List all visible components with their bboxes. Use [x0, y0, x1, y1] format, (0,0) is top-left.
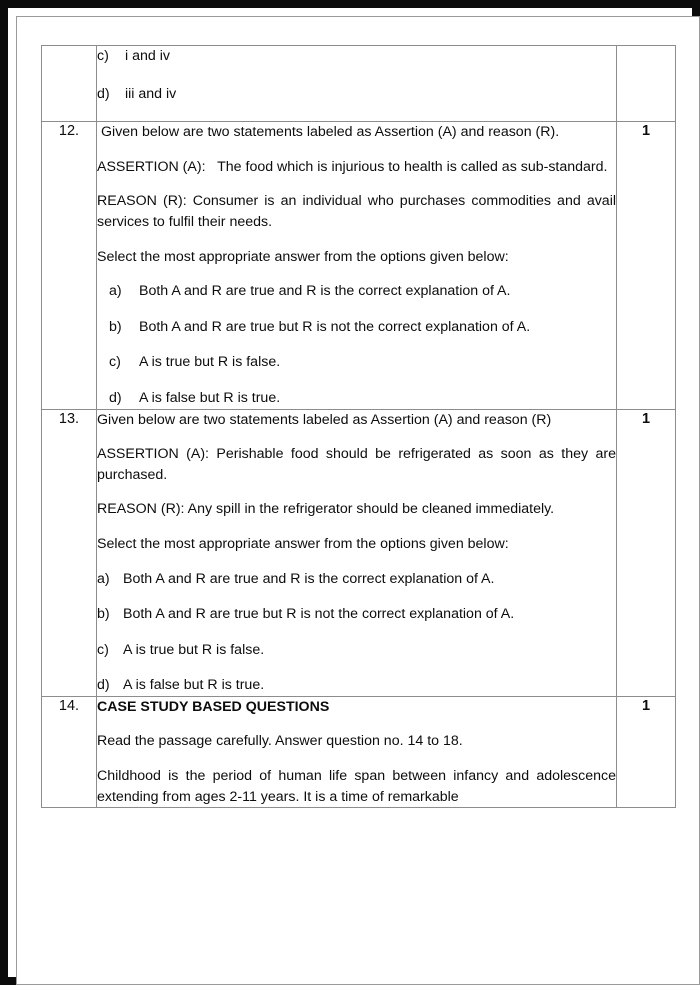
- reason-paragraph: [97, 499, 616, 520]
- option-item: [97, 84, 616, 105]
- option-item: [97, 46, 616, 67]
- option-item: [97, 604, 616, 625]
- option-marker: c): [97, 641, 109, 658]
- option-text: A is false but R is true.: [139, 389, 281, 406]
- option-item: [109, 317, 616, 338]
- reason-text: Any spill in the refrigerator should be cleaned immediately.: [187, 501, 555, 518]
- assertion-text: Perishable food should be refrigerated as soon as they are purchased.: [97, 446, 616, 483]
- question-body-cell: [97, 46, 617, 122]
- question-number-cell: 13.: [42, 409, 97, 696]
- case-study-instruction: Read the passage carefully. Answer question no. 14 to 18.: [97, 733, 463, 750]
- marks-cell: 1: [617, 409, 676, 696]
- reason-label: REASON (R):: [97, 193, 187, 210]
- option-marker: d): [97, 677, 110, 694]
- option-marker: c): [109, 354, 121, 371]
- question-paper-table: [41, 45, 676, 808]
- option-item: [109, 352, 616, 373]
- marks-cell: 1: [617, 696, 676, 807]
- option-item: [97, 640, 616, 661]
- question-intro: Given below are two statements labeled as Assertion (A) and reason (R).: [101, 124, 560, 141]
- assertion-label: ASSERTION (A):: [97, 446, 209, 463]
- option-marker: b): [109, 318, 122, 335]
- option-marker: c): [97, 48, 109, 64]
- option-item: [109, 388, 616, 409]
- select-answer-instruction: Select the most appropriate answer from the options given below:: [97, 248, 509, 265]
- assertion-text: The food which is injurious to health is called as sub-standard.: [217, 158, 608, 175]
- question-number-cell: [42, 46, 97, 122]
- option-marker: a): [109, 283, 122, 300]
- question-number-cell: 12.: [42, 122, 97, 409]
- table-row: [42, 46, 676, 122]
- reason-paragraph: [97, 191, 616, 232]
- options-list: [109, 281, 616, 408]
- assertion-label: ASSERTION (A):: [97, 158, 206, 175]
- select-answer-instruction: Select the most appropriate answer from the options given below:: [97, 535, 509, 552]
- question-number-cell: 14.: [42, 696, 97, 807]
- table-row: [42, 122, 676, 409]
- question-intro: Given below are two statements labeled as Assertion (A) and reason (R): [97, 411, 552, 428]
- option-text: Both A and R are true and R is the correct explanation of A.: [139, 283, 511, 300]
- option-item: [97, 675, 616, 696]
- option-text: A is true but R is false.: [139, 354, 281, 371]
- option-text: Both A and R are true but R is not the correct explanation of A.: [139, 318, 531, 335]
- option-text: Both A and R are true and R is the correct explanation of A.: [123, 570, 495, 587]
- table-row: [42, 409, 676, 696]
- question-body-cell: [97, 122, 617, 409]
- marks-cell: 1: [617, 122, 676, 409]
- reason-text: Consumer is an individual who purchases commodities and avail services to fulfil their needs.: [97, 193, 616, 230]
- option-text: A is true but R is false.: [123, 641, 265, 658]
- assertion-paragraph: [97, 157, 616, 178]
- option-item: [109, 281, 616, 302]
- table-row: [42, 696, 676, 807]
- option-text: A is false but R is true.: [123, 677, 265, 694]
- option-text: i and iv: [125, 48, 170, 64]
- options-list: [97, 569, 616, 696]
- option-text: Both A and R are true but R is not the correct explanation of A.: [123, 606, 515, 623]
- question-body-cell: [97, 409, 617, 696]
- option-marker: b): [97, 606, 110, 623]
- assertion-paragraph: [97, 444, 616, 485]
- question-body-cell: [97, 696, 617, 807]
- reason-label: REASON (R):: [97, 501, 185, 518]
- option-marker: d): [97, 85, 110, 102]
- option-text: iii and iv: [125, 85, 177, 102]
- option-item: [97, 569, 616, 590]
- case-study-passage: Childhood is the period of human life span between infancy and adolescence extending from ages 2-11 years. It is a time of remarkable: [97, 768, 616, 805]
- option-marker: a): [97, 570, 110, 587]
- marks-cell: [617, 46, 676, 122]
- option-marker: d): [109, 389, 122, 406]
- case-study-heading: CASE STUDY BASED QUESTIONS: [97, 698, 330, 715]
